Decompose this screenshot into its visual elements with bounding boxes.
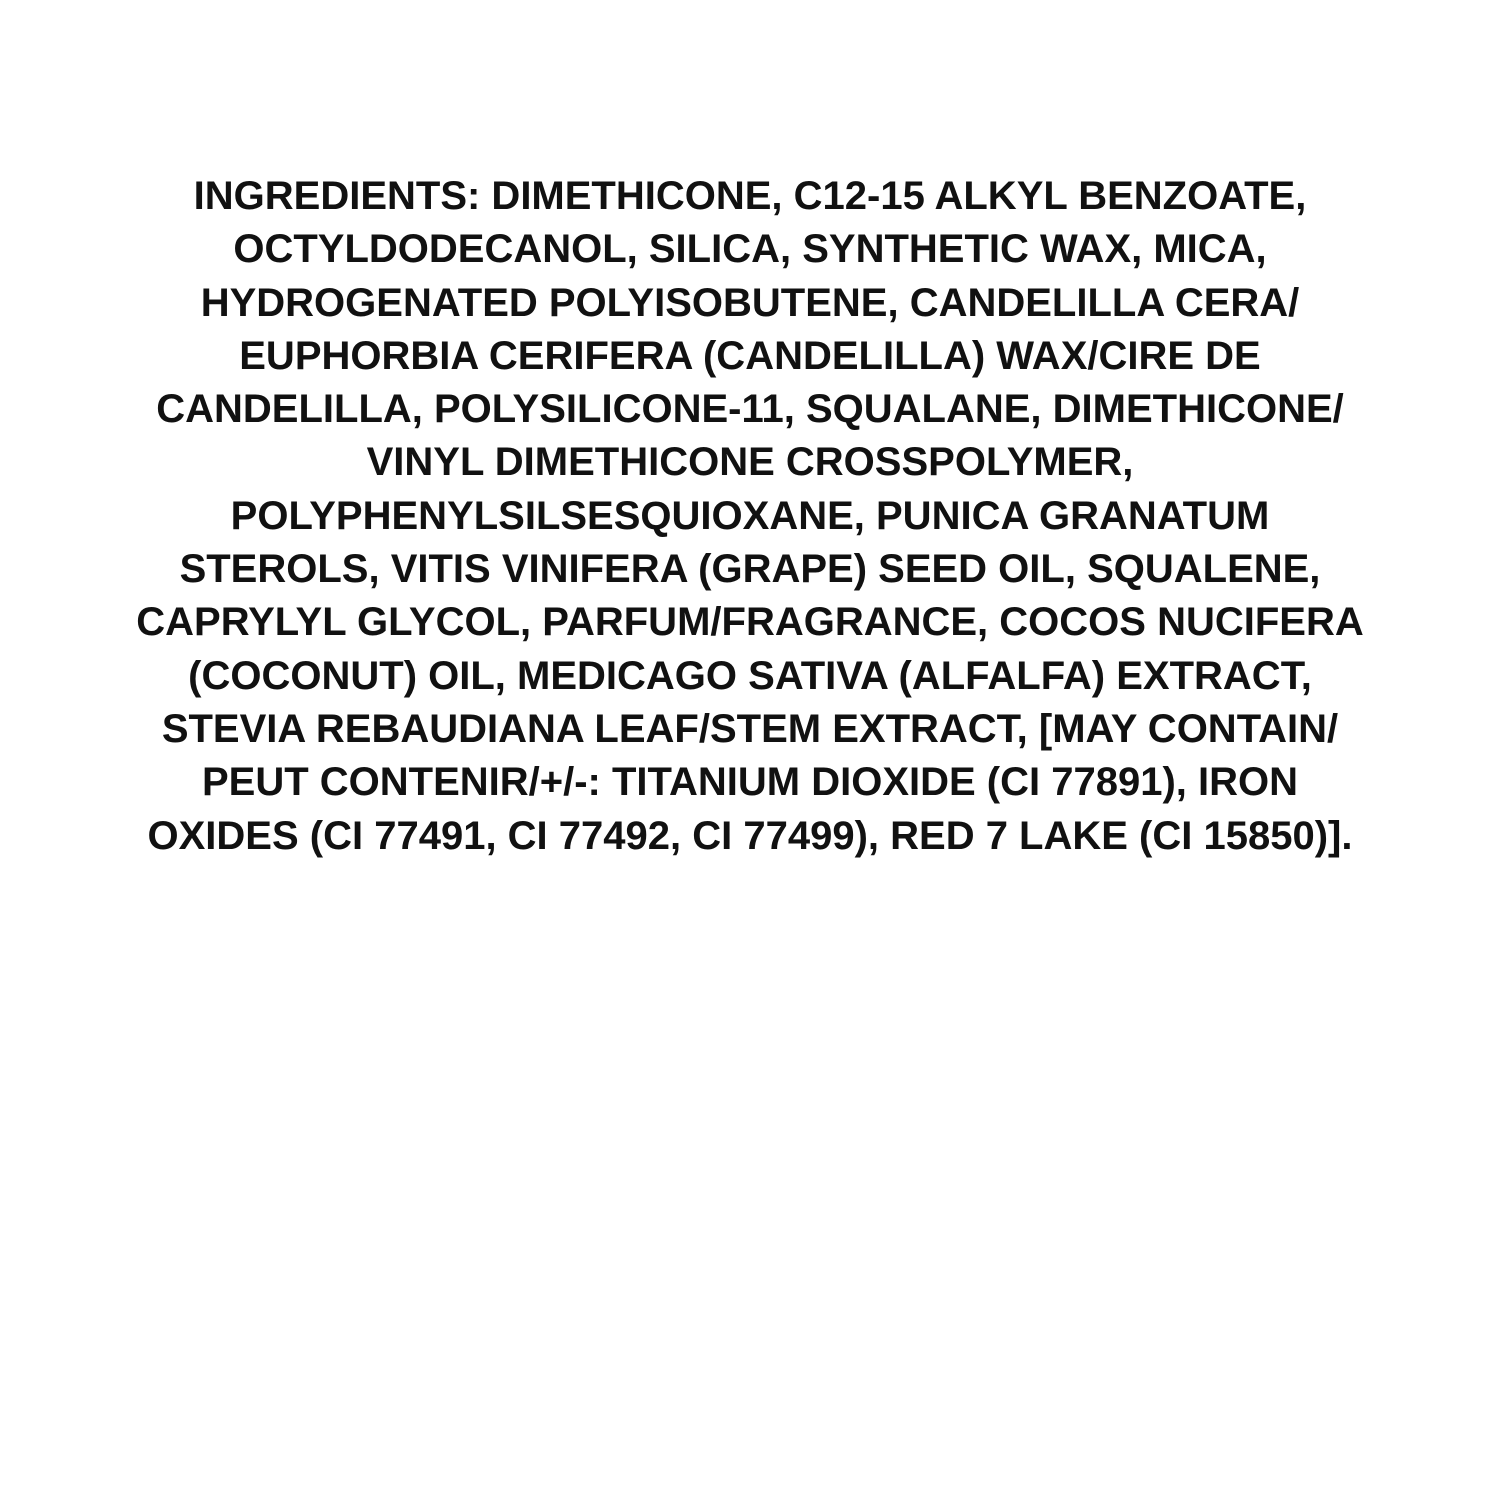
ingredients-line: POLYPHENYLSILSESQUIOXANE, PUNICA GRANATUM [230,493,1270,538]
ingredients-line: INGREDIENTS: DIMETHICONE, C12-15 ALKYL BENZOATE, [193,174,1307,218]
ingredients-line: EUPHORBIA CERIFERA (CANDELILLA) WAX/CIRE DE [239,333,1261,378]
ingredients-line: STEVIA REBAUDIANA LEAF/STEM EXTRACT, [MAY CONTAIN/ [161,706,1339,751]
ingredients-line: HYDROGENATED POLYISOBUTENE, CANDELILLA CERA/ [200,280,1300,325]
ingredients-line: CANDELILLA, POLYSILICONE-11, SQUALANE, DIMETHICONE/ [156,387,1344,432]
ingredients-panel [0,170,1500,863]
ingredients-line: VINYL DIMETHICONE CROSSPOLYMER, [366,440,1134,485]
ingredients-line: STEROLS, VITIS VINIFERA (GRAPE) SEED OIL, SQUALENE, [179,547,1321,592]
ingredients-line: OCTYLDODECANOL, SILICA, SYNTHETIC WAX, MICA, [233,227,1267,272]
ingredients-line: (COCONUT) OIL, MEDICAGO SATIVA (ALFALFA) EXTRACT, [188,653,1312,698]
ingredients-line: CAPRYLYL GLYCOL, PARFUM/FRAGRANCE, COCOS NUCIFERA [136,600,1364,645]
ingredients-line: PEUT CONTENIR/+/-: TITANIUM DIOXIDE (CI 77891), IRON [201,760,1299,805]
ingredients-line: OXIDES (CI 77491, CI 77492, CI 77499), RED 7 LAKE (CI 15850)]. [147,813,1353,858]
